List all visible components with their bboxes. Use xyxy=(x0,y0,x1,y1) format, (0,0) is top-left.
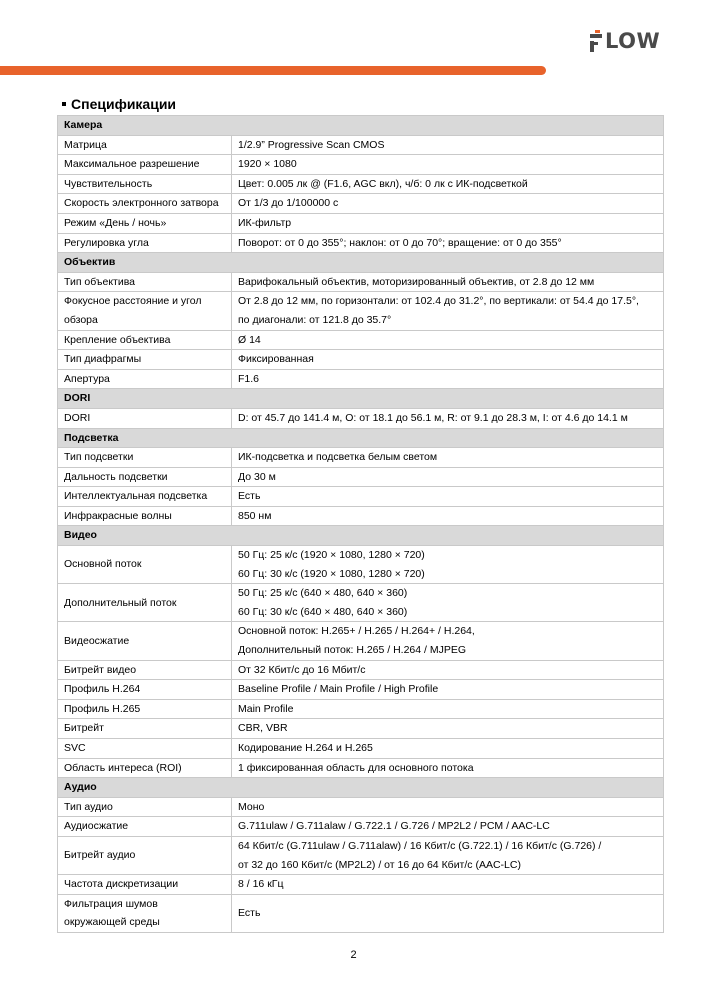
table-row xyxy=(58,584,664,622)
spec-value xyxy=(232,487,664,507)
spec-value-line: От 2.8 до 12 мм, по горизонтали: от 102.4 до 31.2°, по вертикали: от 54.4 до 17.5°, xyxy=(238,295,639,308)
spec-value-line: Кодирование H.264 и H.265 xyxy=(238,742,373,754)
spec-value xyxy=(232,174,664,194)
spec-label: Битрейт аудио xyxy=(58,836,232,874)
spec-value-line: CBR, VBR xyxy=(238,722,288,735)
spec-value-line: 1920 × 1080 xyxy=(238,158,297,171)
spec-value-line: 60 Гц: 30 к/с (1920 × 1080, 1280 × 720) xyxy=(238,567,425,580)
spec-value-line: F1.6 xyxy=(238,372,260,385)
table-row xyxy=(58,448,664,468)
spec-label-line: обзора xyxy=(64,313,98,326)
table-row xyxy=(58,719,664,739)
spec-label: Чувствительность xyxy=(58,174,232,194)
section-title: Объектив xyxy=(58,253,664,273)
table-row xyxy=(58,194,664,214)
spec-value xyxy=(232,817,664,837)
spec-value-line: Baseline Profile / Main Profile / High Profile xyxy=(238,683,439,696)
spec-value-line: по диагонали: от 121.8 до 35.7° xyxy=(238,313,392,326)
spec-value-line: Варифокальный объектив, моторизированный объектив, от 2.8 до 12 мм xyxy=(238,275,595,288)
spec-value xyxy=(232,135,664,155)
spec-value-line: Дополнительный поток: H.265 / H.264 / MJPEG xyxy=(238,644,467,657)
section-header-row xyxy=(58,389,664,409)
spec-value-line: ИК-подсветка и подсветка белым светом xyxy=(238,451,438,464)
table-row xyxy=(58,797,664,817)
spec-label-line: Фильтрация шумов xyxy=(64,897,158,910)
spec-value-line: 60 Гц: 30 к/с (640 × 480, 640 × 360) xyxy=(238,605,408,618)
spec-label: Регулировка угла xyxy=(58,233,232,253)
spec-value xyxy=(232,739,664,759)
section-title: Подсветка xyxy=(58,428,664,448)
table-row xyxy=(58,875,664,895)
spec-value-line: G.711ulaw / G.711alaw / G.722.1 / G.726 / MP2L2 / PCM / AAC-LC xyxy=(238,820,550,833)
spec-label: Скорость электронного затвора xyxy=(58,194,232,214)
spec-value-line: 50 Гц: 25 к/с (640 × 480, 640 × 360) xyxy=(238,587,408,600)
spec-label: Тип диафрагмы xyxy=(58,350,232,370)
spec-value xyxy=(232,719,664,739)
spec-label: Интеллектуальная подсветка xyxy=(58,487,232,507)
spec-value-line: От 32 Кбит/с до 16 Мбит/с xyxy=(238,663,366,676)
table-row xyxy=(58,292,664,330)
section-title: Аудио xyxy=(58,778,664,798)
spec-label: Режим «День / ночь» xyxy=(58,213,232,233)
spec-value-line: Моно xyxy=(238,800,265,813)
spec-value-line: 1 фиксированная область для основного потока xyxy=(238,761,474,774)
spec-value-line: Есть xyxy=(238,490,261,503)
header-accent-bar xyxy=(0,66,546,75)
spec-value xyxy=(232,875,664,895)
spec-value-line: ИК-фильтр xyxy=(238,216,292,229)
spec-label: Тип аудио xyxy=(58,797,232,817)
spec-value-line: Main Profile xyxy=(238,702,294,715)
spec-value xyxy=(232,292,664,330)
table-row xyxy=(58,135,664,155)
table-row xyxy=(58,369,664,389)
spec-value-line: Цвет: 0.005 лк @ (F1.6, AGC вкл), ч/б: 0 лк с ИК-подсветкой xyxy=(238,177,528,190)
spec-value xyxy=(232,894,664,932)
logo-f-mark-icon xyxy=(590,30,602,52)
spec-label: Область интереса (ROI) xyxy=(58,758,232,778)
table-row xyxy=(58,699,664,719)
spec-label: Профиль H.264 xyxy=(58,680,232,700)
table-row xyxy=(58,350,664,370)
spec-label: Профиль H.265 xyxy=(58,699,232,719)
spec-value xyxy=(232,448,664,468)
spec-label: Инфракрасные волны xyxy=(58,506,232,526)
spec-value-line: от 32 до 160 Кбит/с (MP2L2) / от 16 до 64 Кбит/с (AAC-LC) xyxy=(238,858,521,871)
spec-value xyxy=(232,213,664,233)
spec-value-line: Поворот: от 0 до 355°; наклон: от 0 до 70°; вращение: от 0 до 355° xyxy=(238,236,562,249)
spec-value xyxy=(232,408,664,428)
spec-value xyxy=(232,660,664,680)
bullet-icon xyxy=(62,102,66,106)
spec-label: Дальность подсветки xyxy=(58,467,232,487)
spec-value-line: 8 / 16 кГц xyxy=(238,878,284,891)
spec-label: Аудиосжатие xyxy=(58,817,232,837)
table-row xyxy=(58,739,664,759)
table-row xyxy=(58,272,664,292)
spec-label: Битрейт видео xyxy=(58,660,232,680)
spec-value-line: 50 Гц: 25 к/с (1920 × 1080, 1280 × 720) xyxy=(238,549,425,562)
table-row xyxy=(58,817,664,837)
table-row xyxy=(58,506,664,526)
spec-value-line: Есть xyxy=(238,907,261,920)
table-row xyxy=(58,233,664,253)
section-header-row xyxy=(58,253,664,273)
spec-value xyxy=(232,155,664,175)
section-header-row xyxy=(58,778,664,798)
table-row xyxy=(58,546,664,584)
spec-value xyxy=(232,836,664,874)
spec-label: Битрейт xyxy=(58,719,232,739)
spec-value-line: От 1/3 до 1/100000 с xyxy=(238,197,339,210)
spec-label-line: окружающей среды xyxy=(64,916,160,929)
spec-label: Максимальное разрешение xyxy=(58,155,232,175)
section-header-row xyxy=(58,428,664,448)
spec-value xyxy=(232,350,664,370)
spec-value xyxy=(232,797,664,817)
table-row xyxy=(58,836,664,874)
spec-label-line: Фокусное расстояние и угол xyxy=(64,295,202,308)
spec-label: Частота дискретизации xyxy=(58,875,232,895)
spec-value xyxy=(232,758,664,778)
spec-value xyxy=(232,546,664,584)
spec-value xyxy=(232,369,664,389)
table-row xyxy=(58,622,664,660)
spec-value-line: 850 нм xyxy=(238,509,272,522)
table-row xyxy=(58,213,664,233)
spec-label: Видеосжатие xyxy=(58,622,232,660)
page-title-text: Спецификации xyxy=(71,96,177,112)
spec-value-line: Ø 14 xyxy=(238,333,261,346)
table-row xyxy=(58,758,664,778)
section-header-row xyxy=(58,116,664,136)
page-number: 2 xyxy=(350,949,357,961)
spec-value xyxy=(232,194,664,214)
spec-label: DORI xyxy=(58,408,232,428)
table-row xyxy=(58,680,664,700)
spec-value xyxy=(232,467,664,487)
spec-label xyxy=(58,894,232,932)
spec-label: SVC xyxy=(58,739,232,759)
spec-value-line: До 30 м xyxy=(238,470,276,483)
spec-value xyxy=(232,699,664,719)
spec-value xyxy=(232,506,664,526)
spec-label: Матрица xyxy=(58,135,232,155)
section-title: Видео xyxy=(58,526,664,546)
table-row xyxy=(58,174,664,194)
spec-value-line: D: от 45.7 до 141.4 м, O: от 18.1 до 56.1 м, R: от 9.1 до 28.3 м, I: от 4.6 до 14.1 м xyxy=(238,411,628,424)
spec-value-line: 1/2.9” Progressive Scan CMOS xyxy=(238,138,385,151)
table-row xyxy=(58,487,664,507)
section-header-row xyxy=(58,526,664,546)
spec-value xyxy=(232,680,664,700)
spec-value-line: Фиксированная xyxy=(238,353,314,366)
page-title xyxy=(62,96,176,112)
table-row xyxy=(58,894,664,932)
table-row xyxy=(58,330,664,350)
brand-logo xyxy=(590,30,660,52)
table-row xyxy=(58,467,664,487)
table-row xyxy=(58,155,664,175)
spec-value xyxy=(232,272,664,292)
spec-value xyxy=(232,233,664,253)
table-row xyxy=(58,660,664,680)
section-title: DORI xyxy=(58,389,664,409)
spec-label: Тип подсветки xyxy=(58,448,232,468)
spec-label: Апертура xyxy=(58,369,232,389)
spec-label: Крепление объектива xyxy=(58,330,232,350)
spec-label xyxy=(58,292,232,330)
spec-value xyxy=(232,622,664,660)
logo-text: LOW xyxy=(605,29,661,53)
table-row xyxy=(58,408,664,428)
spec-label: Основной поток xyxy=(58,546,232,584)
specifications-table xyxy=(57,115,664,933)
section-title: Камера xyxy=(58,116,664,136)
spec-value-line: Основной поток: H.265+ / H.265 / H.264+ / H.264, xyxy=(238,625,475,638)
spec-value-line: 64 Кбит/с (G.711ulaw / G.711alaw) / 16 Кбит/с (G.722.1) / 16 Кбит/с (G.726) / xyxy=(238,839,602,852)
spec-label: Дополнительный поток xyxy=(58,584,232,622)
spec-value xyxy=(232,584,664,622)
spec-label: Тип объектива xyxy=(58,272,232,292)
spec-value xyxy=(232,330,664,350)
